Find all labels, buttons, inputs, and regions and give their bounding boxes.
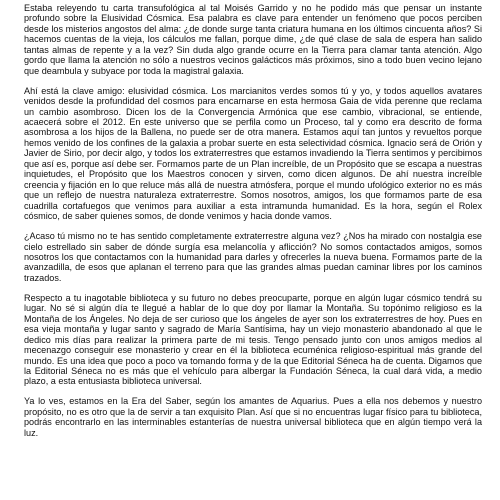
paragraph-3: ¿Acaso tú mismo no te has sentido completamente extraterrestre alguna vez? ¿Nos ha mirado con nostalgia ese cielo estrellado sin saber de dónde surgía esa melancolía y aflicción? No somos contactados amigos, somos nosotros los que contactamos con la humanidad para darles y ofrecerles la nueva buena. Formamos parte de la avanzadilla, de esos que aplanan el terreno para que las grandes almas puedan caminar libres por los caminos trazados. bbox=[24, 231, 482, 283]
paragraph-5: Ya lo ves, estamos en la Era del Saber, según los amantes de Aquarius. Pues a ella nos debemos y nuestro propósito, no es otro que la de servir a tan exquisito Plan. Así que si no encuentras lugar físico para tu biblioteca, podrás encontrarlo en las interminables estanterías de nuestra universal biblioteca que en algún tiempo verá la luz. bbox=[24, 396, 482, 438]
paragraph-1: Estaba releyendo tu carta transufológica al tal Moisés Garrido y no he podido más que pensar un instante profundo sobre la Elusividad Cósmica. Esa palabra es clave para entender un fenómeno que pocos perciben desde los misterios angostos del alma: ¿de donde surge tanta criatura humana en los últimos cincuenta años? Si hacemos cuentas de la vieja, los cálculos me fallan, porque dime, ¿de qué clase de sala de espera han salido tantas almas de repente y a la vez? Sin duda algo grande ocurre en la Tierra para clamar tanta atención. Algo gordo que llama la atención no sólo a nuestros vecinos galácticos más próximos, sino a todo buen vecino lejano que deambula y subyace por toda la magistral galaxia. bbox=[24, 3, 482, 76]
paragraph-4: Respecto a tu inagotable biblioteca y su futuro no debes preocuparte, porque en algún lugar cósmico tendrá su lugar. No sé si algún día te llegué a hablar de lo que doy por llamar la Montaña. Su topónimo religioso es la Montaña de los Ángeles. No deja de ser curioso que los ángeles de ayer son los extraterrestres de hoy. Pues en esa vieja montaña y lugar santo y sagrado de María Santísima, hay un viejo monasterio abandonado al que le dedico mis días para realizar la primera parte de mi tesis. Tengo pensado junto con unos amigos medios al mecenazgo conseguir ese monasterio y crear en él la biblioteca ecuménica religioso-espiritual más grande del mundo. Es una idea que poco a poco va tomando forma y de la que Editorial Séneca ha de cuenta. Digamos que la Editorial Séneca no es más que el vehículo para albergar la Fundación Séneca, la cual dará vida, a medio plazo, a esta entusiasta biblioteca universal. bbox=[24, 292, 482, 387]
paragraph-2: Ahí está la clave amigo: elusividad cósmica. Los marcianitos verdes somos tú y yo, y todos aquellos avatares venidos desde la profundidad del cosmos para encarnarse en esta hermosa Gaia de vida perenne que reclama un cambio asombroso. Dicen los de la Convergencia Armónica que ese cambio, vibracional, se entiende, acaecerá sobre el 2012. En este universo que se perfila como un Proceso, tal y como era descrito de forma asombrosa a los hijos de la Ballena, no puede ser de otra manera. Estamos aquí tan juntos y revueltos porque hemos venido de los confines de la galaxia a probar suerte en esta selectividad cósmica. Ignacio será de Orión y Javier de Sirio, por decir algo, y todos los extraterrestres que estamos invadiendo la Tierra sentimos y percibimos que así es, porque así debe ser. Formamos parte de un Plan increíble, de un Propósito que se escapa a nuestras inquietudes, el Propósito que los Maestros conocen y sirven, como dicen algunos. De ahí nuestra increíble creencia y fijación en lo que reluce más allá de nuestra atmósfera, porque el mundo ufológico exterior no es más que un reflejo de nuestra naturaleza extraterrestre. Somos nosotros, amigos, los que formamos parte de esa cuadrilla cortafuegos que venimos para auxiliar a esta intramunda humanidad. Es la hora, según el Rolex cósmico, de saber quienes somos, de donde venimos y hacia donde vamos. bbox=[24, 85, 482, 222]
